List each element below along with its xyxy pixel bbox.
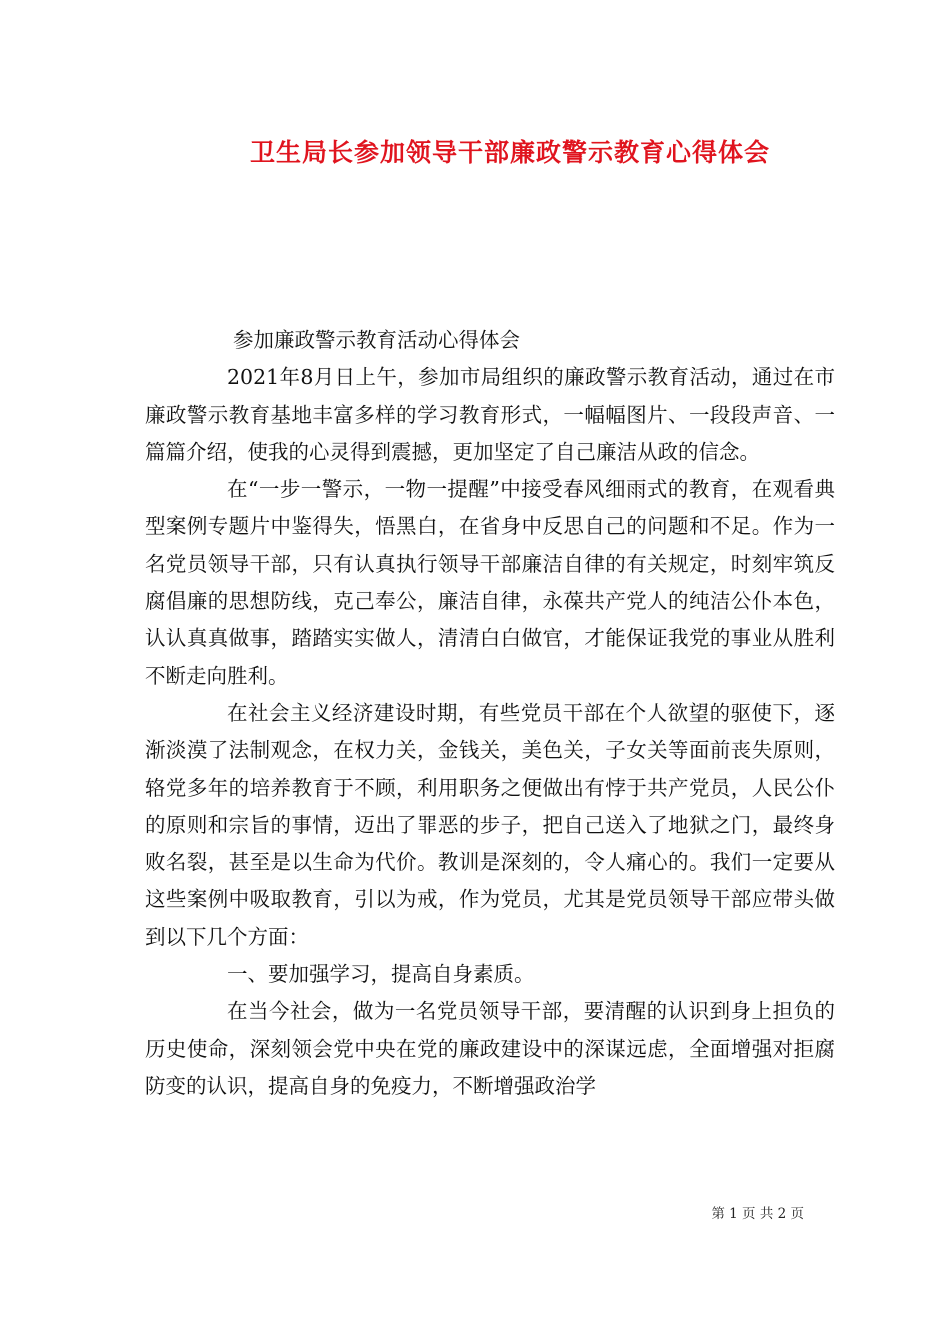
paragraph-2: 在“一步一警示，一物一提醒”中接受春风细雨式的教育，在观看典型案例专题片中鉴得失，悟黑白，在省身中反思自己的问题和不足。作为一名党员领导干部，只有认真执行领导干部廉洁自律的有关规定，时刻牢筑反腐倡廉的思想防线，克己奉公，廉洁自律，永葆共产党人的纯洁公仆本色，认认真真做事，踏踏实实做人，清清白白做官，才能保证我党的事业从胜利不断走向胜利。 bbox=[145, 477, 835, 688]
document-body bbox=[145, 322, 835, 1105]
paragraph-1: 2021年8月日上午，参加市局组织的廉政警示教育活动，通过在市廉政警示教育基地丰富多样的学习教育形式，一幅幅图片、一段段声音、一篇篇介绍，使我的心灵得到震撼，更加坚定了自己廉洁从政的信念。 bbox=[145, 365, 835, 464]
paragraph-3: 在社会主义经济建设时期，有些党员干部在个人欲望的驱使下，逐渐淡漠了法制观念，在权力关，金钱关，美色关，子女关等面前丧失原则，辂党多年的培养教育于不顾，利用职务之便做出有悖于共产党员，人民公仆的原则和宗旨的事情，迈出了罪恶的步子，把自己送入了地狱之门，最终身败名裂，甚至是以生命为代价。教训是深刻的，令人痛心的。我们一定要从这些案例中吸取教育，引以为戒，作为党员，尤其是党员领导干部应带头做到以下几个方面： bbox=[145, 700, 835, 949]
document-title: 卫生局长参加领导干部廉政警示教育心得体会 bbox=[249, 138, 770, 167]
document-subtitle: 参加廉政警示教育活动心得体会 bbox=[233, 328, 520, 352]
page-number-footer: 第 1 页 共 2 页 bbox=[711, 1206, 804, 1222]
section-heading-1: 一、要加强学习，提高自身素质。 bbox=[227, 962, 535, 987]
paragraph-4: 在当今社会，做为一名党员领导干部，要清醒的认识到身上担负的历史使命，深刻领会党中央在党的廉政建设中的深谋远虑，全面增强对拒腐防变的认识，提高自身的免疫力，不断增强政治学 bbox=[145, 999, 835, 1098]
